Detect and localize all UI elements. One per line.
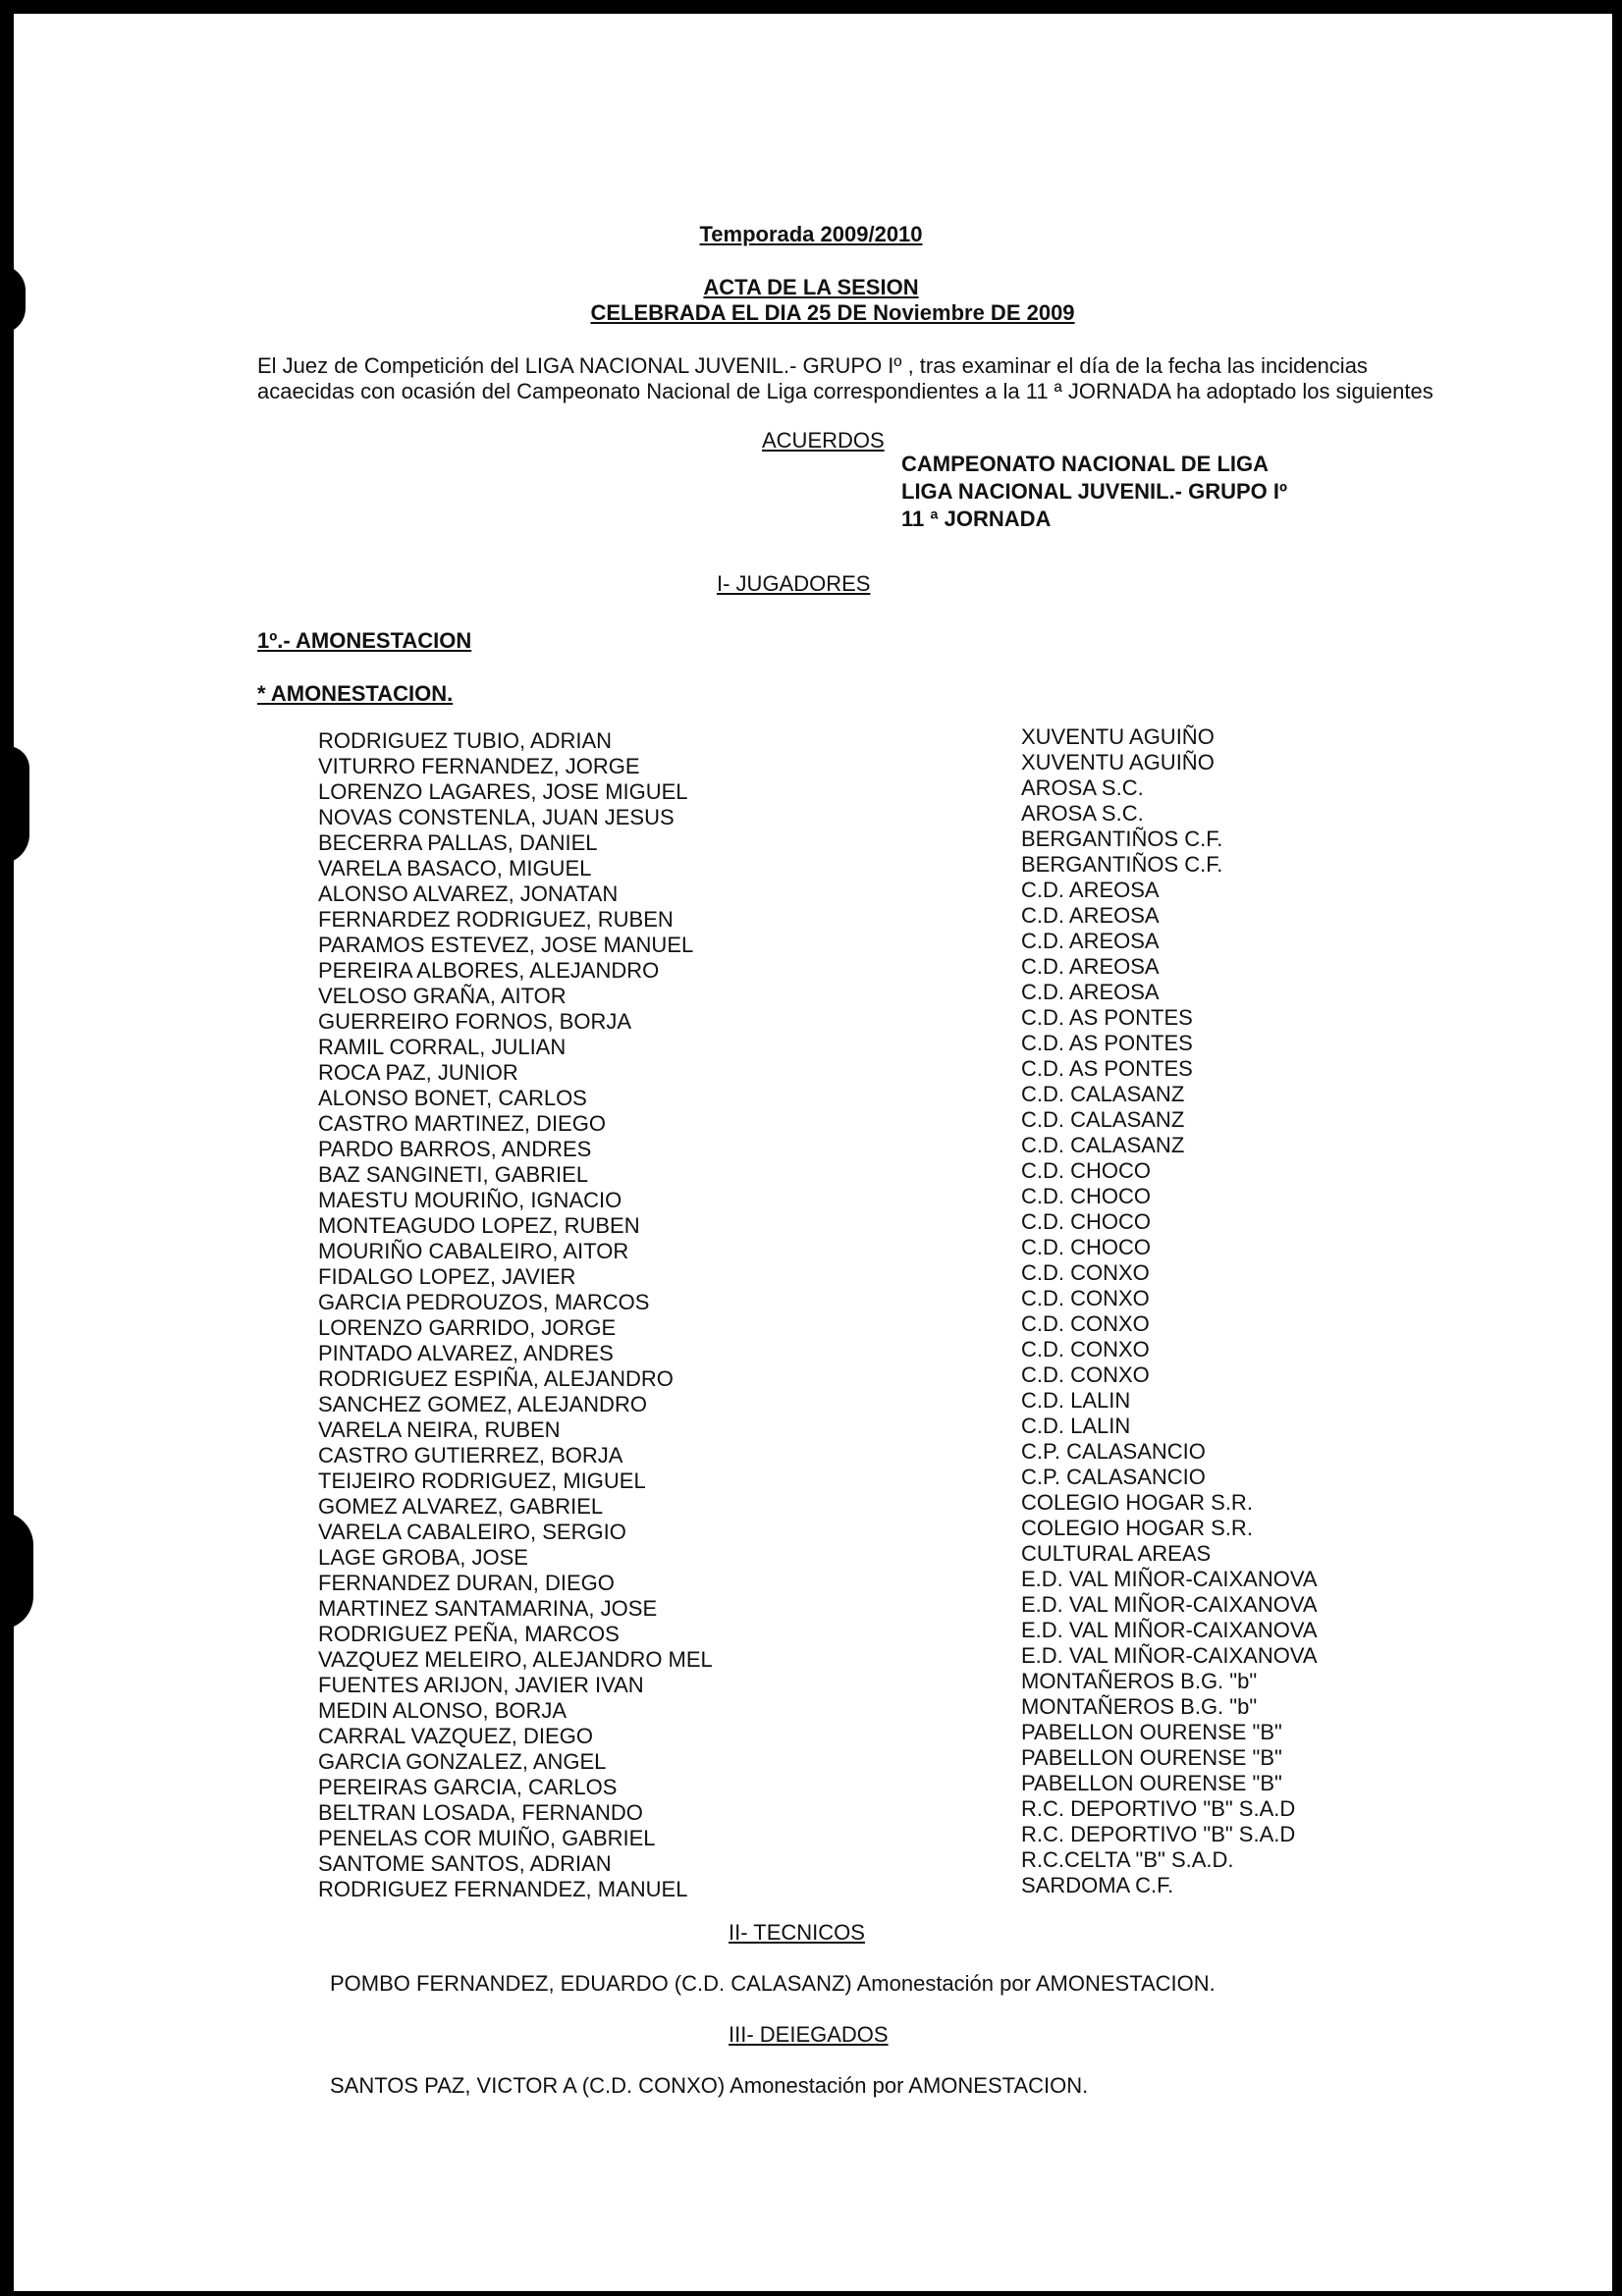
player-club: C.D. CONXO — [1021, 1286, 1150, 1310]
player-name: PINTADO ALVAREZ, ANDRES — [318, 1341, 614, 1365]
section-jugadores-title: I- JUGADORES — [717, 571, 871, 596]
player-name: FIDALGO LOPEZ, JAVIER — [318, 1264, 576, 1289]
player-club: C.D. CHOCO — [1021, 1235, 1151, 1259]
player-name: CASTRO GUTIERREZ, BORJA — [318, 1443, 623, 1468]
player-name: LORENZO LAGARES, JOSE MIGUEL — [318, 779, 688, 804]
player-club: C.D. AREOSA — [1021, 903, 1160, 928]
player-name: VARELA BASACO, MIGUEL — [318, 856, 592, 881]
player-name: BECERRA PALLAS, DANIEL — [318, 830, 598, 855]
season-heading: Temporada 2009/2010 — [699, 222, 923, 246]
player-club: C.D. CHOCO — [1021, 1209, 1151, 1234]
player-name: FERNANDEZ DURAN, DIEGO — [318, 1571, 615, 1595]
player-club: C.D. CONXO — [1021, 1311, 1150, 1336]
player-name: CARRAL VAZQUEZ, DIEGO — [318, 1724, 593, 1748]
player-name: VAZQUEZ MELEIRO, ALEJANDRO MEL — [318, 1647, 713, 1672]
player-name: VARELA NEIRA, RUBEN — [318, 1417, 561, 1442]
player-name: RODRIGUEZ PEÑA, MARCOS — [318, 1622, 620, 1646]
player-club: CULTURAL AREAS — [1021, 1541, 1212, 1566]
acuerdos-line-3: 11 ª JORNADA — [901, 507, 1052, 531]
player-club: C.D. CONXO — [1021, 1337, 1150, 1362]
player-club: C.D. LALIN — [1021, 1388, 1131, 1413]
player-name: GARCIA GONZALEZ, ANGEL — [318, 1749, 607, 1774]
player-name: BAZ SANGINETI, GABRIEL — [318, 1162, 589, 1187]
tecnicos-entry: POMBO FERNANDEZ, EDUARDO (C.D. CALASANZ) Amonestación por AMONESTACION. — [330, 1971, 1216, 1996]
player-name: TEIJEIRO RODRIGUEZ, MIGUEL — [318, 1468, 646, 1493]
player-club: C.D. AREOSA — [1021, 878, 1160, 902]
player-name: PARAMOS ESTEVEZ, JOSE MANUEL — [318, 933, 694, 957]
player-club: MONTAÑEROS B.G. "b" — [1021, 1669, 1258, 1693]
player-club: C.D. CALASANZ — [1021, 1082, 1185, 1106]
player-name: BELTRAN LOSADA, FERNANDO — [318, 1800, 643, 1825]
player-club: R.C.CELTA "B" S.A.D. — [1021, 1847, 1234, 1872]
player-name: GOMEZ ALVAREZ, GABRIEL — [318, 1494, 604, 1519]
player-club: C.D. CALASANZ — [1021, 1133, 1185, 1157]
player-club: BERGANTIÑOS C.F. — [1021, 827, 1223, 851]
player-name: MARTINEZ SANTAMARINA, JOSE — [318, 1596, 658, 1621]
player-name: GARCIA PEDROUZOS, MARCOS — [318, 1290, 650, 1314]
player-club: XUVENTU AGUIÑO — [1021, 750, 1215, 774]
player-club: R.C. DEPORTIVO "B" S.A.D — [1021, 1796, 1296, 1821]
player-name: MONTEAGUDO LOPEZ, RUBEN — [318, 1213, 640, 1238]
player-club: C.D. AS PONTES — [1021, 1031, 1193, 1055]
player-name: RAMIL CORRAL, JULIAN — [318, 1035, 567, 1059]
player-name: CASTRO MARTINEZ, DIEGO — [318, 1111, 606, 1136]
player-club: MONTAÑEROS B.G. "b" — [1021, 1694, 1258, 1719]
player-name: PEREIRA ALBORES, ALEJANDRO — [318, 958, 660, 983]
player-name: ALONSO BONET, CARLOS — [318, 1086, 587, 1110]
section-tecnicos-title: II- TECNICOS — [729, 1920, 865, 1945]
player-club: C.D. LALIN — [1021, 1414, 1131, 1438]
acuerdos-line-1: CAMPEONATO NACIONAL DE LIGA — [901, 452, 1270, 476]
player-name: PEREIRAS GARCIA, CARLOS — [318, 1775, 618, 1799]
player-name: RODRIGUEZ TUBIO, ADRIAN — [318, 728, 613, 753]
player-name: RODRIGUEZ FERNANDEZ, MANUEL — [318, 1877, 688, 1901]
player-club: C.D. CALASANZ — [1021, 1107, 1185, 1132]
player-club: C.D. CONXO — [1021, 1260, 1150, 1285]
player-name: SANCHEZ GOMEZ, ALEJANDRO — [318, 1392, 647, 1416]
section-delegados-title: III- DEIEGADOS — [729, 2022, 889, 2047]
player-club: C.D. AS PONTES — [1021, 1005, 1193, 1030]
player-name: RODRIGUEZ ESPIÑA, ALEJANDRO — [318, 1366, 674, 1391]
player-club: E.D. VAL MIÑOR-CAIXANOVA — [1021, 1567, 1318, 1591]
player-club: E.D. VAL MIÑOR-CAIXANOVA — [1021, 1592, 1318, 1617]
player-club: C.P. CALASANCIO — [1021, 1439, 1206, 1464]
player-club: C.D. CHOCO — [1021, 1158, 1151, 1183]
player-club: C.D. AREOSA — [1021, 980, 1160, 1004]
player-name: SANTOME SANTOS, ADRIAN — [318, 1851, 612, 1876]
intro-line-2: acaecidas con ocasión del Campeonato Nacional de Liga correspondientes a la 11 ª JORNADA ha adoptado los siguientes — [257, 379, 1433, 403]
scan-mark — [0, 746, 29, 864]
player-club: BERGANTIÑOS C.F. — [1021, 852, 1223, 877]
player-name: VITURRO FERNANDEZ, JORGE — [318, 754, 640, 778]
player-club: E.D. VAL MIÑOR-CAIXANOVA — [1021, 1618, 1318, 1642]
player-name: PARDO BARROS, ANDRES — [318, 1137, 592, 1161]
player-name: FUENTES ARIJON, JAVIER IVAN — [318, 1673, 644, 1697]
acuerdos-label: ACUERDOS — [762, 428, 885, 453]
player-club: R.C. DEPORTIVO "B" S.A.D — [1021, 1822, 1296, 1846]
player-club: C.D. CHOCO — [1021, 1184, 1151, 1208]
player-club: C.D. AS PONTES — [1021, 1056, 1193, 1081]
player-name: LAGE GROBA, JOSE — [318, 1545, 528, 1570]
player-club: SARDOMA C.F. — [1021, 1873, 1174, 1897]
player-club: PABELLON OURENSE "B" — [1021, 1745, 1282, 1770]
player-name: NOVAS CONSTENLA, JUAN JESUS — [318, 805, 675, 829]
player-club: C.P. CALASANCIO — [1021, 1465, 1206, 1489]
player-club: AROSA S.C. — [1021, 801, 1144, 826]
amonestacion-category: * AMONESTACION. — [257, 681, 454, 706]
player-name: FERNARDEZ RODRIGUEZ, RUBEN — [318, 907, 674, 932]
acuerdos-line-2: LIGA NACIONAL JUVENIL.- GRUPO Iº — [901, 479, 1288, 504]
amonestacion-subtitle: 1º.- AMONESTACION — [257, 628, 472, 653]
player-name: MOURIÑO CABALEIRO, AITOR — [318, 1239, 629, 1263]
player-name: MAESTU MOURIÑO, IGNACIO — [318, 1188, 622, 1212]
player-club: C.D. AREOSA — [1021, 954, 1160, 979]
player-name: VELOSO GRAÑA, AITOR — [318, 984, 567, 1008]
player-club: C.D. AREOSA — [1021, 929, 1160, 953]
player-club: AROSA S.C. — [1021, 775, 1144, 800]
acta-date: CELEBRADA EL DIA 25 DE Noviembre DE 2009 — [590, 300, 1075, 325]
player-club: PABELLON OURENSE "B" — [1021, 1771, 1282, 1795]
player-club: XUVENTU AGUIÑO — [1021, 724, 1215, 749]
player-club: PABELLON OURENSE "B" — [1021, 1720, 1282, 1744]
players-list — [318, 728, 713, 1902]
clubs-list — [1021, 724, 1318, 1898]
player-club: COLEGIO HOGAR S.R. — [1021, 1490, 1253, 1515]
intro-line-1: El Juez de Competición del LIGA NACIONAL JUVENIL.- GRUPO Iº , tras examinar el día de la fecha las incidencias — [257, 353, 1368, 378]
player-name: VARELA CABALEIRO, SERGIO — [318, 1520, 626, 1544]
player-name: PENELAS COR MUIÑO, GABRIEL — [318, 1826, 656, 1850]
player-name: ALONSO ALVAREZ, JONATAN — [318, 881, 619, 906]
player-name: MEDIN ALONSO, BORJA — [318, 1698, 568, 1723]
player-club: E.D. VAL MIÑOR-CAIXANOVA — [1021, 1643, 1318, 1668]
delegados-entry: SANTOS PAZ, VICTOR A (C.D. CONXO) Amonestación por AMONESTACION. — [330, 2073, 1089, 2098]
player-name: LORENZO GARRIDO, JORGE — [318, 1315, 617, 1340]
player-club: C.D. CONXO — [1021, 1362, 1150, 1387]
scan-mark — [0, 1512, 33, 1629]
player-name: ROCA PAZ, JUNIOR — [318, 1060, 518, 1085]
acta-title: ACTA DE LA SESION — [703, 275, 919, 299]
player-name: GUERREIRO FORNOS, BORJA — [318, 1009, 632, 1034]
player-club: COLEGIO HOGAR S.R. — [1021, 1516, 1253, 1540]
